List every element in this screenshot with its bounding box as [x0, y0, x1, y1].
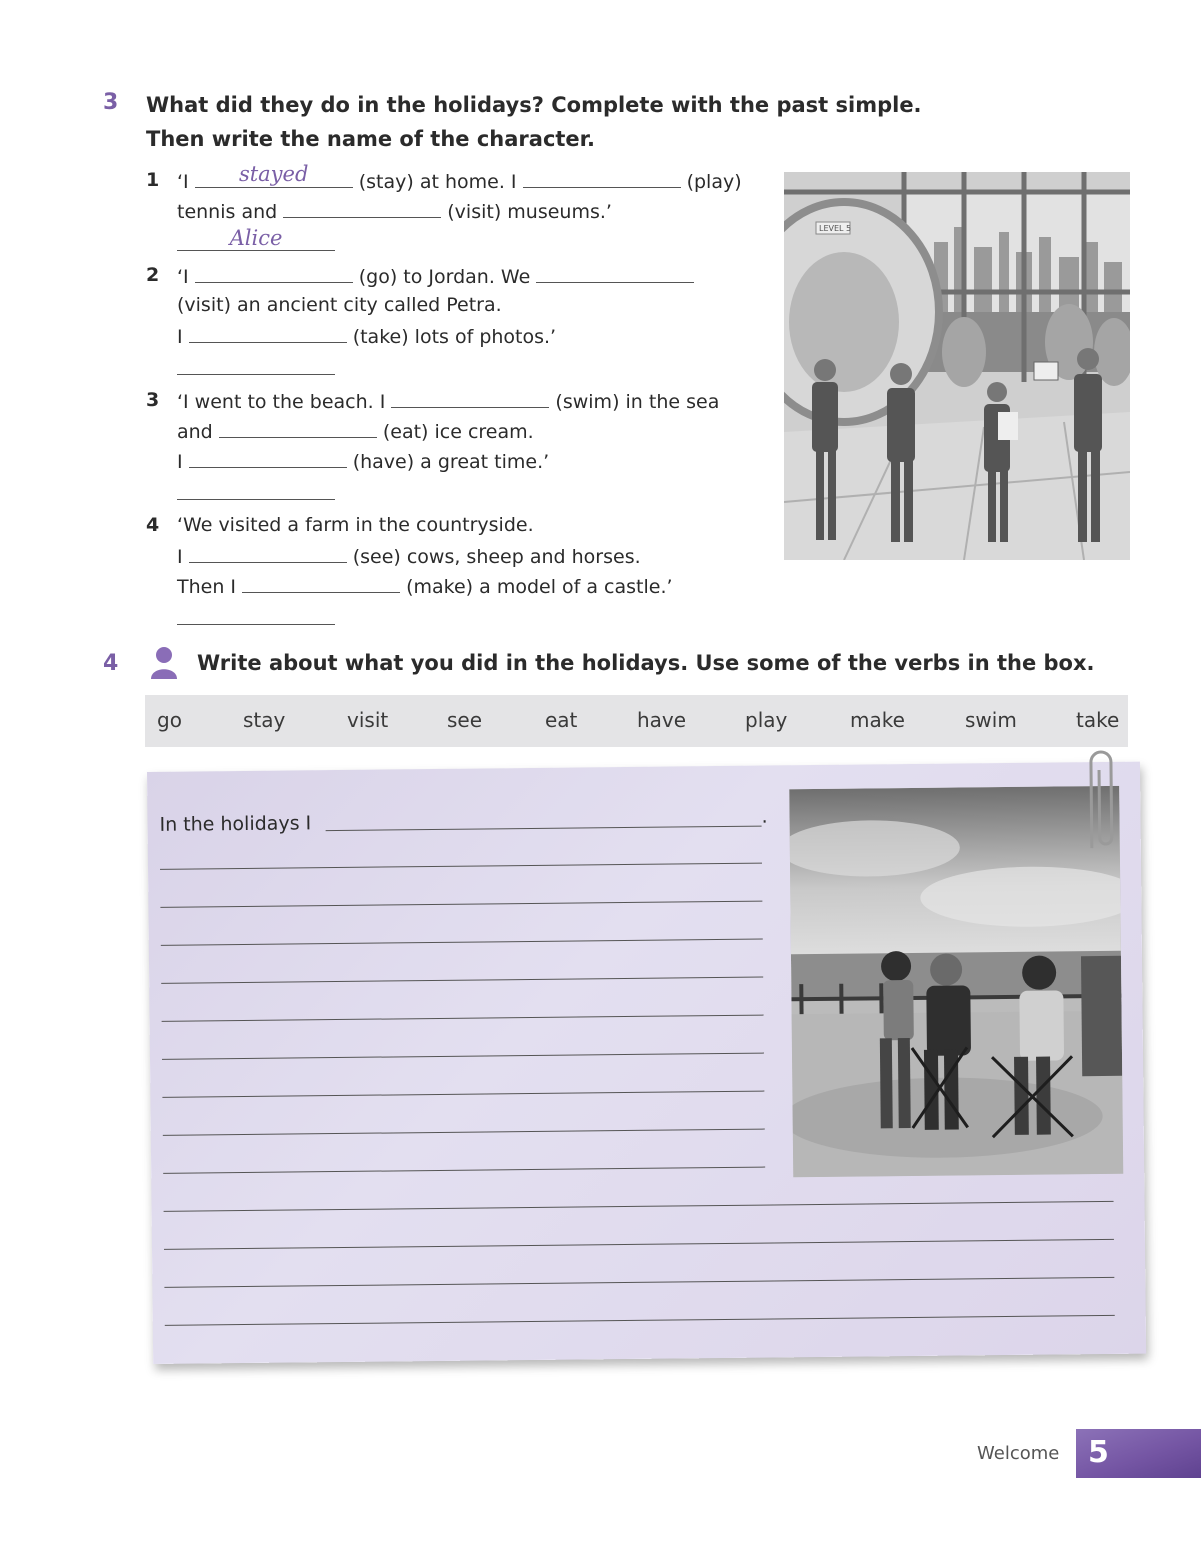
- writing-card: [147, 762, 1146, 1364]
- verb-visit: visit: [347, 708, 389, 732]
- answer-blank[interactable]: [242, 570, 400, 593]
- answer-blank[interactable]: [195, 162, 353, 188]
- item-text: I: [177, 546, 189, 568]
- item-number: 3: [146, 389, 160, 411]
- family-photo: [789, 786, 1123, 1177]
- item-text: (make) a model of a castle.’: [400, 576, 673, 598]
- handwritten-answer: stayed: [238, 162, 309, 186]
- writing-line[interactable]: [161, 977, 763, 984]
- characters-illustration: [784, 172, 1130, 560]
- item-text: (play): [680, 171, 742, 193]
- item-text: I: [177, 451, 189, 473]
- writing-line[interactable]: [162, 1053, 764, 1060]
- page-number-tab: [1076, 1429, 1201, 1478]
- answer-blank[interactable]: [189, 540, 347, 563]
- page-number: 5: [1088, 1435, 1109, 1470]
- item-2-line-1: [177, 260, 694, 292]
- writing-line[interactable]: [160, 863, 762, 870]
- answer-blank[interactable]: [195, 260, 353, 283]
- item-number: 2: [146, 264, 160, 286]
- character-name-blank[interactable]: [177, 350, 335, 375]
- footer-section-label: Welcome: [977, 1443, 1060, 1464]
- item-text: (take) lots of photos.’: [346, 326, 557, 348]
- answer-blank[interactable]: [189, 445, 347, 468]
- answer-blank[interactable]: [391, 385, 549, 408]
- item-4-line-3: [177, 570, 673, 602]
- exercise-3-item-1: [146, 165, 159, 195]
- verb-make: make: [850, 708, 905, 732]
- prompt-period: .: [761, 805, 768, 828]
- answer-blank[interactable]: [189, 320, 347, 343]
- verb-eat: eat: [545, 708, 578, 732]
- exercise-3-item-3: [146, 385, 159, 415]
- item-number: 1: [146, 169, 160, 191]
- exercise-3-number: 3: [103, 90, 119, 115]
- character-name-blank[interactable]: [177, 475, 335, 500]
- writing-line[interactable]: [163, 1167, 765, 1174]
- writing-line[interactable]: [326, 826, 762, 832]
- verb-box: [145, 695, 1128, 747]
- item-number: 4: [146, 514, 160, 536]
- writing-line[interactable]: [164, 1201, 1114, 1212]
- item-text: (eat) ice cream.: [376, 421, 534, 443]
- writing-line[interactable]: [162, 1091, 764, 1098]
- instruction-line-1: What did they do in the holidays? Complete with the past simple.: [146, 93, 922, 117]
- item-2-line-3: [177, 320, 556, 352]
- verb-take: take: [1076, 708, 1120, 732]
- item-text: (see) cows, sheep and horses.: [346, 546, 641, 568]
- handwritten-name: Alice: [229, 226, 283, 250]
- writing-line[interactable]: [160, 901, 762, 908]
- verb-play: play: [745, 708, 788, 732]
- exercise-3-item-4: [146, 510, 159, 540]
- item-text: (swim) in the sea: [549, 391, 720, 413]
- verb-go: go: [157, 708, 182, 732]
- item-1-line-1: [177, 162, 742, 197]
- instruction-line-2: Then write the name of the character.: [146, 127, 596, 151]
- item-3-line-2: [177, 415, 534, 447]
- answer-blank[interactable]: [219, 415, 377, 438]
- family-photo-svg: [789, 786, 1123, 1177]
- verb-see: see: [447, 708, 483, 732]
- answer-blank[interactable]: [536, 260, 694, 283]
- verb-swim: swim: [965, 708, 1017, 732]
- exercise-3-instruction: [146, 88, 922, 156]
- writing-prompt: [159, 808, 311, 840]
- level-sign-text: LEVEL 5: [819, 224, 852, 233]
- item-2-line-2: (visit) an ancient city called Petra.: [177, 294, 502, 316]
- prompt-text: In the holidays I: [159, 812, 312, 836]
- answer-blank[interactable]: [283, 195, 441, 218]
- item-text: Then I: [177, 576, 243, 598]
- item-text: and: [177, 421, 219, 443]
- exercise-4-number: 4: [103, 651, 119, 676]
- item-text: (have) a great time.’: [346, 451, 550, 473]
- writing-line[interactable]: [164, 1239, 1114, 1250]
- item-text: (stay) at home. I: [352, 171, 523, 193]
- character-name-blank[interactable]: [177, 600, 335, 625]
- item-1-line-2: [177, 195, 612, 227]
- exercise-4-instruction: Write about what you did in the holidays. Use some of the verbs in the box.: [197, 651, 1095, 675]
- exercise-3-item-2: [146, 260, 159, 290]
- item-text: ‘I went to the beach. I: [177, 391, 392, 413]
- item-text: tennis and: [177, 201, 284, 223]
- character-name-blank[interactable]: [177, 226, 335, 251]
- writing-line[interactable]: [164, 1277, 1114, 1288]
- verb-stay: stay: [243, 708, 286, 732]
- characters-illustration-svg: [784, 172, 1130, 560]
- item-3-line-1: [177, 385, 719, 417]
- item-text: I: [177, 326, 189, 348]
- item-text: (visit) museums.’: [441, 201, 612, 223]
- item-3-line-3: [177, 445, 549, 477]
- person-icon: [149, 646, 179, 680]
- item-text: ‘I: [177, 171, 195, 193]
- writing-line[interactable]: [162, 1015, 764, 1022]
- item-text: (go) to Jordan. We: [352, 266, 537, 288]
- writing-line[interactable]: [163, 1129, 765, 1136]
- item-4-line-1: ‘We visited a farm in the countryside.: [177, 514, 534, 536]
- verb-have: have: [637, 708, 687, 732]
- item-4-line-2: [177, 540, 641, 572]
- answer-blank[interactable]: [523, 165, 681, 188]
- paperclip-icon: [1077, 748, 1118, 858]
- item-text: ‘I: [177, 266, 195, 288]
- writing-line[interactable]: [165, 1315, 1115, 1326]
- writing-line[interactable]: [161, 939, 763, 946]
